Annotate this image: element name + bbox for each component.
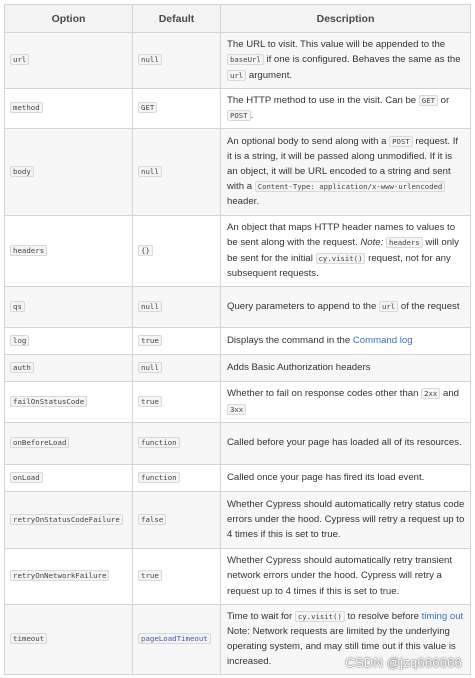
table-row — [5, 89, 471, 129]
inline-code: Content-Type: application/x-www-urlencoded — [255, 181, 446, 192]
description-cell — [221, 492, 471, 549]
option-name: timeout — [10, 633, 47, 644]
default-value: null — [138, 54, 162, 65]
description-text: header. — [227, 196, 260, 208]
description-cell — [221, 328, 471, 355]
default-value: function — [138, 472, 180, 483]
default-value: false — [138, 514, 166, 525]
table-row — [5, 129, 471, 216]
table-row — [5, 423, 471, 465]
option-name: body — [10, 166, 34, 177]
option-cell — [5, 328, 133, 355]
column-header-description: Description — [221, 5, 471, 33]
table-header-row — [5, 5, 471, 33]
timing-out-link[interactable]: timing out — [421, 610, 464, 622]
option-cell — [5, 355, 133, 382]
description-text: request. If it is a string, it will be passed along unmodified. If it is an object, it will be URL encoded to a string and sent with a — [227, 135, 459, 193]
description-text: argument. — [246, 69, 293, 81]
option-cell — [5, 549, 133, 605]
default-cell — [133, 33, 221, 89]
description-cell — [221, 423, 471, 465]
default-value-link[interactable]: pageLoadTimeout — [138, 633, 211, 644]
option-name: url — [10, 54, 29, 65]
option-cell — [5, 216, 133, 287]
description-text: if one is configured. Behaves the same as the — [263, 54, 461, 66]
default-cell — [133, 382, 221, 423]
default-cell — [133, 129, 221, 216]
description-cell — [221, 33, 471, 89]
default-value: null — [138, 362, 162, 373]
inline-code: GET — [419, 95, 438, 106]
inline-code: url — [227, 70, 246, 81]
inline-code: 3xx — [227, 404, 246, 415]
options-table — [4, 4, 471, 675]
table-row — [5, 465, 471, 492]
description-text: request, not for any subsequent requests. — [227, 252, 451, 279]
description-text: Whether to fail on response codes other than — [227, 388, 422, 400]
default-value: null — [138, 166, 162, 177]
option-name: log — [10, 335, 29, 346]
default-cell — [133, 216, 221, 287]
table-row — [5, 328, 471, 355]
option-cell — [5, 382, 133, 423]
default-cell — [133, 89, 221, 129]
inline-code: headers — [386, 237, 423, 248]
description-text: to resolve before — [344, 610, 422, 622]
option-name: retryOnNetworkFailure — [10, 570, 109, 581]
description-text: Displays the command in the — [227, 334, 353, 346]
table-row — [5, 355, 471, 382]
command-log-link[interactable]: Command log — [352, 334, 413, 346]
description-text: Called once your page has fired its load event. — [227, 471, 425, 483]
inline-code: baseUrl — [227, 54, 264, 65]
description-cell — [221, 216, 471, 287]
default-cell — [133, 287, 221, 328]
option-name: failOnStatusCode — [10, 396, 87, 407]
default-value: true — [138, 335, 162, 346]
description-cell — [221, 355, 471, 382]
table-row — [5, 492, 471, 549]
inline-code: cy.visit() — [316, 253, 366, 264]
option-name: qs — [10, 301, 25, 312]
default-cell — [133, 549, 221, 605]
default-value: null — [138, 301, 162, 312]
table-row — [5, 549, 471, 605]
description-text: Time to wait for — [227, 610, 295, 622]
option-name: retryOnStatusCodeFailure — [10, 514, 123, 525]
watermark: CSDN @jzq666666 — [345, 655, 462, 670]
option-cell — [5, 129, 133, 216]
table-row — [5, 605, 471, 675]
default-value: function — [138, 437, 180, 448]
option-cell — [5, 89, 133, 129]
column-header-option: Option — [5, 5, 133, 33]
description-text: Adds Basic Authorization headers — [227, 361, 371, 373]
description-cell — [221, 605, 471, 675]
description-text: An optional body to send along with a — [227, 135, 390, 147]
inline-code: url — [379, 301, 398, 312]
description-cell — [221, 89, 471, 129]
option-name: method — [10, 102, 43, 113]
option-name: auth — [10, 362, 34, 373]
table-row — [5, 382, 471, 423]
description-cell — [221, 129, 471, 216]
description-text: of the request — [398, 300, 460, 312]
description-text: will only be sent for the initial — [227, 237, 459, 264]
note-label: Note: — [360, 237, 384, 249]
option-name: onLoad — [10, 472, 43, 483]
option-cell — [5, 423, 133, 465]
description-text: or — [437, 94, 450, 106]
description-text: Whether Cypress should automatically retry status code errors under the hood. Cypress will retry a request up to 4 times if this is set to true. — [227, 498, 465, 541]
description-text: Query parameters to append to the — [227, 300, 379, 312]
description-cell — [221, 382, 471, 423]
default-value: true — [138, 570, 162, 581]
description-cell — [221, 287, 471, 328]
default-cell — [133, 423, 221, 465]
table-row — [5, 33, 471, 89]
inline-code: POST — [389, 136, 413, 147]
option-cell — [5, 492, 133, 549]
option-cell — [5, 605, 133, 675]
default-value: GET — [138, 102, 157, 113]
table-row — [5, 287, 471, 328]
default-cell — [133, 328, 221, 355]
option-name: onBeforeLoad — [10, 437, 69, 448]
option-cell — [5, 465, 133, 492]
inline-code: POST — [227, 110, 251, 121]
option-cell — [5, 33, 133, 89]
description-text: Called before your page has loaded all of its resources. — [227, 437, 462, 449]
inline-code: cy.visit() — [295, 611, 345, 622]
description-text: The HTTP method to use in the visit. Can be — [227, 94, 419, 106]
description-text: and — [440, 388, 459, 400]
description-text: Whether Cypress should automatically retry transient network errors under the hood. Cypress will retry a request up to 4 times if this is set to true. — [227, 555, 453, 597]
option-name: headers — [10, 245, 47, 256]
default-value: true — [138, 396, 162, 407]
description-cell — [221, 549, 471, 605]
inline-code: 2xx — [421, 388, 440, 399]
description-text: An object that maps HTTP header names to values to be sent along with the request. — [227, 222, 456, 249]
description-text: . — [250, 110, 254, 121]
column-header-default: Default — [133, 5, 221, 33]
default-cell — [133, 355, 221, 382]
option-cell — [5, 287, 133, 328]
default-cell — [133, 492, 221, 549]
table-row — [5, 216, 471, 287]
description-text: The URL to visit. This value will be appended to the — [227, 39, 446, 51]
default-value: {} — [138, 245, 153, 256]
default-cell — [133, 605, 221, 675]
description-cell — [221, 465, 471, 492]
description-text: Note: Network requests are limited by the underlying operating system, and may still time out if this value is increased. — [227, 625, 456, 668]
default-cell — [133, 465, 221, 492]
